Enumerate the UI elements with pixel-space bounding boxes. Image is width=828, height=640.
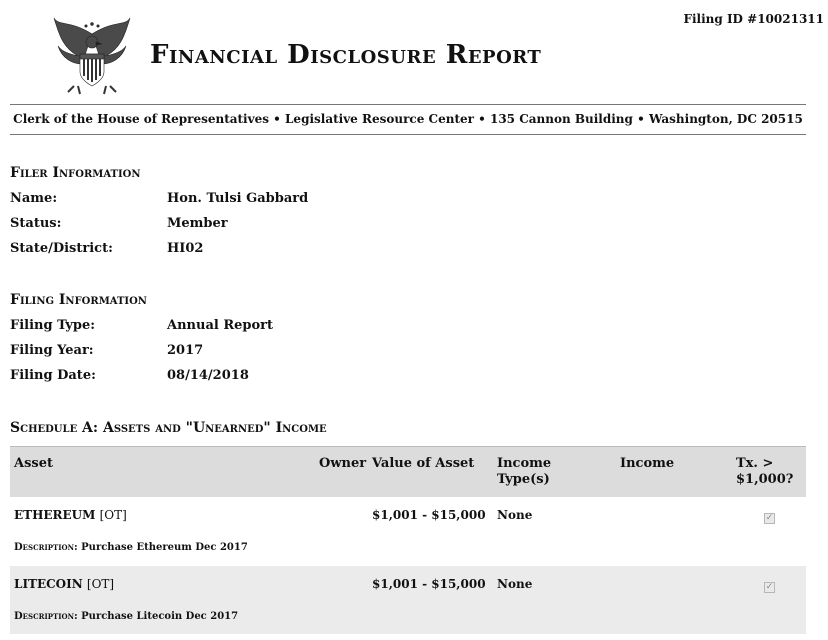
column-owner: Owner [319,456,367,471]
filing-date-value: 08/14/2018 [167,368,249,383]
filing-information-heading: Filing Information [10,292,147,308]
column-income-type: Income Type(s) [497,456,552,487]
checkbox-checked-icon: ✓ [765,582,774,592]
eagle-seal-icon [50,12,134,96]
filer-status-value: Member [167,216,228,231]
clerk-address: Clerk of the House of Representatives • Legislative Resource Center • 135 Cannon Building • Washington, DC 20515 [13,112,803,126]
filing-id: Filing ID #10021311 [683,12,824,26]
asset-description: Description: Purchase Ethereum Dec 2017 [14,542,248,553]
schedule-a-heading: Schedule A: Assets and "Unearned" Income [10,420,327,436]
filer-status-label: Status: [10,216,62,231]
filer-information-heading: Filer Information [10,165,141,181]
filing-date-label: Filing Date: [10,368,96,383]
column-income: Income [620,456,675,471]
report-title: Financial Disclosure Report [150,40,542,70]
filing-year-label: Filing Year: [10,343,94,358]
filing-type-label: Filing Type: [10,318,96,333]
income-type: None [497,577,533,591]
header-divider-top [10,104,806,105]
asset-description: Description: Purchase Litecoin Dec 2017 [14,611,239,622]
column-asset: Asset [14,456,53,471]
header-divider-bottom [10,134,806,135]
asset-name: LITECOIN [OT] [14,577,115,591]
filer-district-label: State/District: [10,241,113,256]
filing-type-value: Annual Report [167,318,274,333]
checkbox-checked-icon: ✓ [765,513,774,523]
asset-value: $1,001 - $15,000 [372,577,486,591]
asset-name: ETHEREUM [OT] [14,508,127,522]
income-type: None [497,508,533,522]
column-value: Value of Asset [372,456,475,471]
asset-value: $1,001 - $15,000 [372,508,486,522]
filing-year-value: 2017 [167,343,204,358]
filer-name-label: Name: [10,191,58,206]
column-tx: Tx. > $1,000? [736,456,794,487]
schedule-table-header [10,446,806,498]
filer-name-value: Hon. Tulsi Gabbard [167,191,309,206]
filer-district-value: HI02 [167,241,204,256]
